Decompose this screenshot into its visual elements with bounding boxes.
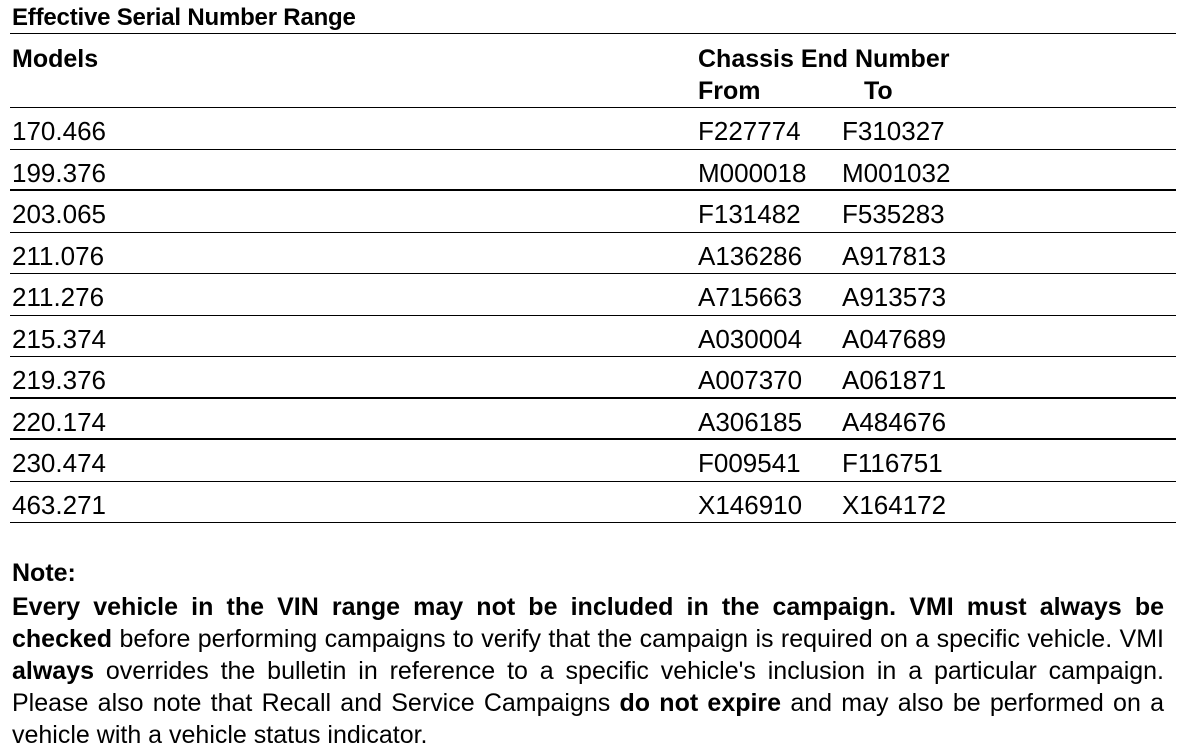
table-row: [10, 482, 1176, 524]
header-to: To: [864, 77, 893, 105]
header-models: Models: [12, 45, 99, 73]
from-cell: F131482: [698, 199, 801, 229]
to-cell: F535283: [842, 199, 945, 229]
header-from: From: [698, 77, 761, 105]
from-cell: A306185: [698, 406, 803, 437]
note-bold-intro: Every vehicle in the VIN range may not be included in the campaign. VMI must always be checked: [12, 593, 1164, 653]
model-cell: 199.376: [12, 157, 106, 188]
to-cell: A917813: [842, 240, 947, 271]
note-text-part: overrides the bulletin in reference to a specific vehicle's inclusion in a particular campaign. Please also note that Recall and Service Campaigns: [12, 657, 1164, 717]
note-bold-always: always: [12, 657, 95, 685]
title-divider: [10, 33, 1176, 34]
to-cell: X164172: [842, 489, 947, 520]
from-cell: A030004: [698, 323, 803, 354]
table-row: [10, 399, 1176, 441]
to-cell: F116751: [842, 448, 943, 478]
table-row: [10, 150, 1176, 192]
serial-range-table: [10, 108, 1176, 523]
model-cell: 203.065: [12, 199, 106, 229]
table-row: [10, 108, 1176, 150]
model-cell: 219.376: [12, 365, 106, 395]
from-cell: A007370: [698, 365, 803, 395]
from-cell: A136286: [698, 240, 803, 271]
model-cell: 463.271: [12, 489, 106, 520]
table-row: [10, 357, 1176, 399]
model-cell: 220.174: [12, 406, 106, 437]
from-cell: X146910: [698, 489, 803, 520]
to-cell: A913573: [842, 282, 947, 312]
model-cell: 211.276: [12, 282, 105, 312]
note-text: [12, 591, 1164, 751]
note-label: Note:: [12, 559, 76, 587]
table-row: [10, 233, 1176, 275]
table-row: [10, 440, 1176, 482]
note-text-part: before performing campaigns to verify that the campaign is required on a specific vehicle. VMI: [112, 625, 1164, 653]
to-cell: A047689: [842, 323, 947, 354]
header-chassis: Chassis End Number: [698, 45, 950, 73]
note-bold-do-not-expire: do not expire: [619, 689, 782, 717]
model-cell: 215.374: [12, 323, 106, 354]
from-cell: F009541: [698, 448, 801, 478]
from-cell: A715663: [698, 282, 803, 312]
to-cell: A061871: [842, 365, 947, 395]
to-cell: M001032: [842, 157, 951, 188]
table-row: [10, 316, 1176, 358]
to-cell: A484676: [842, 406, 947, 437]
model-cell: 230.474: [12, 448, 106, 478]
model-cell: 170.466: [12, 116, 106, 146]
from-cell: M000018: [698, 157, 807, 188]
model-cell: 211.076: [12, 240, 105, 271]
note-text-part: and may also be performed on a vehicle with a vehicle status indicator.: [12, 689, 1164, 749]
table-row: [10, 274, 1176, 316]
page-title: Effective Serial Number Range: [12, 4, 356, 31]
to-cell: F310327: [842, 116, 945, 146]
table-row: [10, 191, 1176, 233]
from-cell: F227774: [698, 116, 801, 146]
